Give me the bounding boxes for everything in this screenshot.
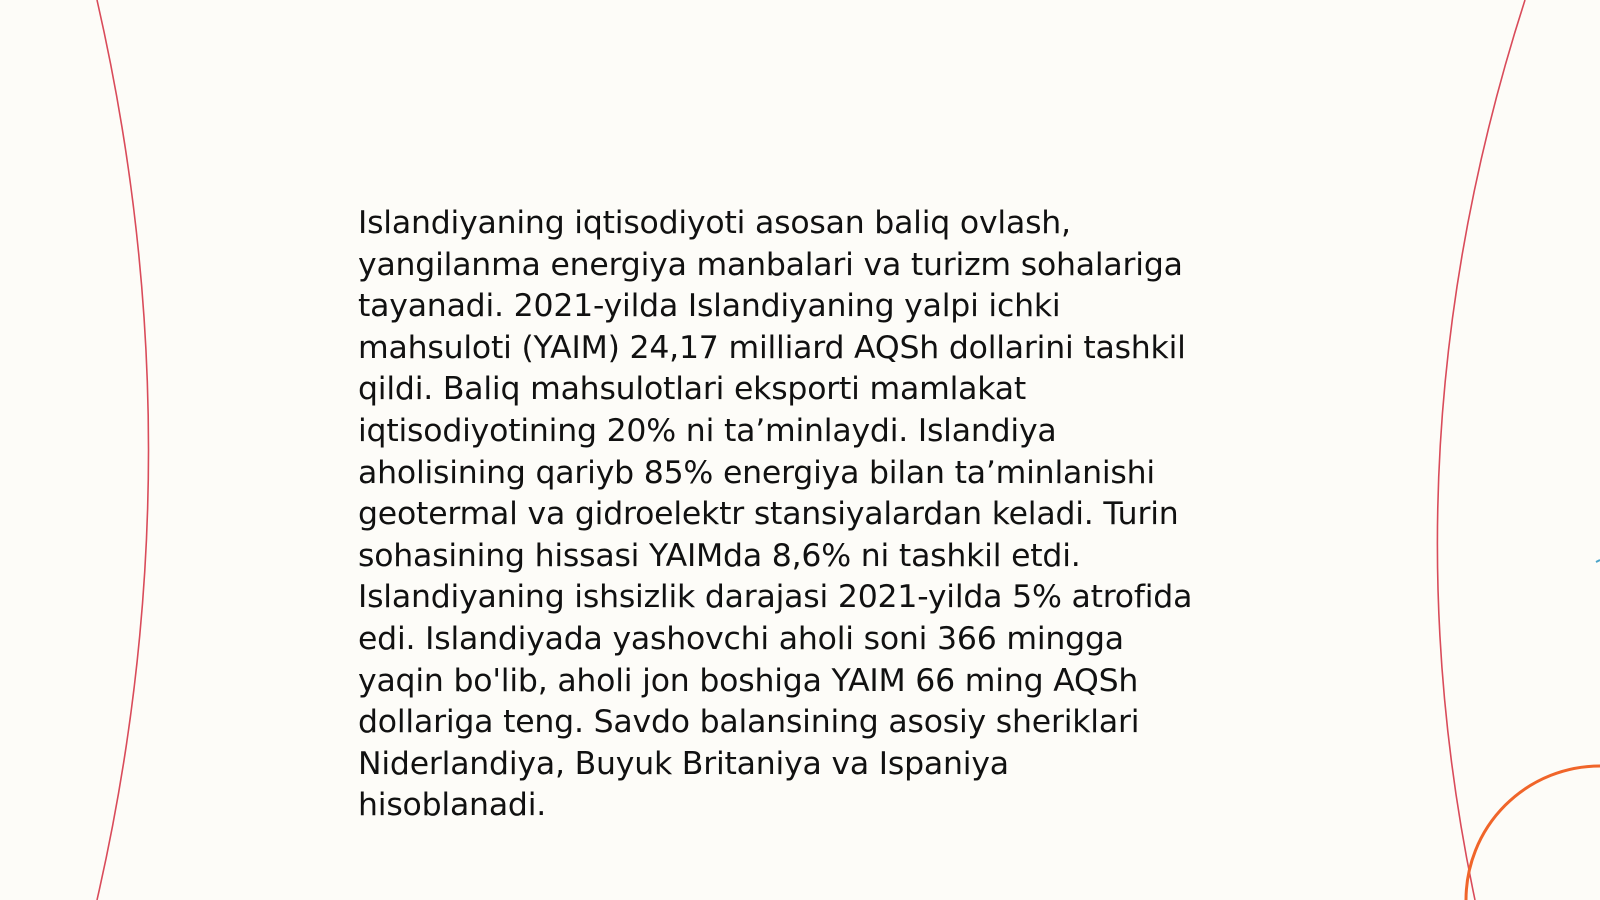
paragraph-line: Islandiyaning iqtisodiyoti asosan baliq ovlash, (358, 205, 1071, 241)
body-paragraph (358, 203, 1238, 827)
paragraph-line: hisoblanadi. (358, 787, 547, 824)
paragraph-line: sohasining hissasi YAIMda 8,6% ni tashkil etdi. (358, 537, 1081, 574)
corner-ring (1466, 766, 1600, 900)
paragraph-line: qildi. Baliq mahsulotlari eksporti mamlakat (358, 371, 1027, 408)
paragraph-line: Islandiyaning ishsizlik darajasi 2021-yilda 5% atrofida (358, 579, 1193, 616)
edge-mark (1596, 560, 1600, 562)
paragraph-line: edi. Islandiyada yashovchi aholi soni 366 mingga (358, 620, 1124, 657)
paragraph-line: geotermal va gidroelektr stansiyalardan keladi. Turin (358, 496, 1179, 533)
paragraph-line: Niderlandiya, Buyuk Britaniya va Ispaniya (358, 745, 1009, 782)
right-arc-line (1437, 0, 1525, 900)
paragraph-line: tayanadi. 2021-yilda Islandiyaning yalpi ichki (358, 288, 1061, 325)
paragraph-line: mahsuloti (YAIM) 24,17 milliard AQSh dollarini tashkil (358, 329, 1186, 366)
paragraph-line: dollariga teng. Savdo balansining asosiy sheriklari (358, 704, 1140, 741)
paragraph-line: yaqin bo'lib, aholi jon boshiga YAIM 66 ming AQSh (358, 662, 1139, 699)
paragraph-line: aholisining qariyb 85% energiya bilan ta’minlanishi (358, 454, 1155, 491)
paragraph-line: yangilanma energiya manbalari va turizm sohalariga (358, 246, 1183, 283)
left-arc-line (97, 0, 149, 900)
paragraph-line: iqtisodiyotining 20% ni ta’minlaydi. Islandiya (358, 412, 1057, 449)
